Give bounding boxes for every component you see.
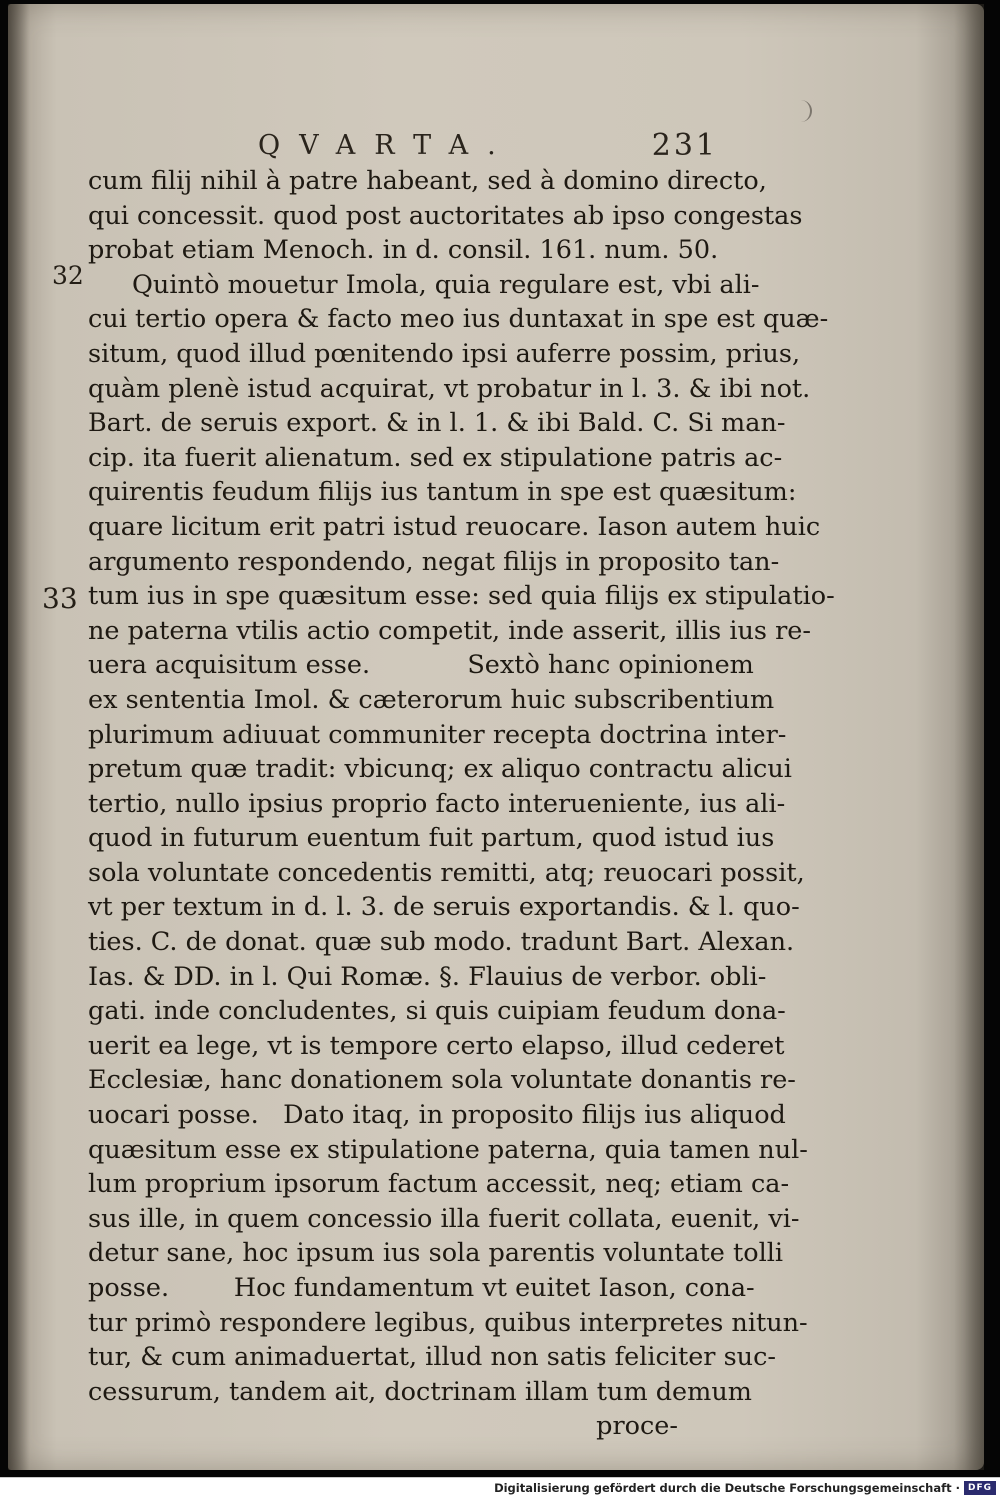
text-line: ties. C. de donat. quæ sub modo. tradunt Bart. Alexan. [88, 927, 795, 958]
text-line: posse. Hoc fundamentum vt euitet Iason, cona- [88, 1273, 755, 1303]
text-line: plurimum adiuuat communiter recepta doctrina inter- [88, 719, 787, 750]
text-line: quirentis feudum filijs ius tantum in spe est quæsitum: [88, 477, 797, 508]
text-line: tur primò respondere legibus, quibus interpretes nitun- [88, 1307, 808, 1338]
text-line: ex sententia Imol. & cæterorum huic subscribentium [88, 684, 775, 715]
text-line: quare licitum erit patri istud reuocare. Iason autem huic [88, 511, 821, 542]
text-line: ne paterna vtilis actio competit, inde asserit, illis ius re- [88, 615, 812, 646]
text-line: lum proprium ipsorum factum accessit, neq; etiam ca- [88, 1169, 790, 1200]
text-line: quod in futurum euentum fuit partum, quod istud ius [88, 823, 775, 854]
text-line: argumento respondendo, negat filijs in proposito tan- [88, 546, 780, 577]
text-line: gati. inde concludentes, si quis cuipiam feudum dona- [88, 996, 786, 1027]
text-line: tertio, nullo ipsius proprio facto interueniente, ius ali- [88, 788, 786, 819]
text-line: cip. ita fuerit alienatum. sed ex stipulatione patris ac- [88, 442, 783, 473]
text-line: uerit ea lege, vt is tempore certo elapso, illud cederet [88, 1030, 785, 1061]
text-line: tur, & cum animaduertat, illud non satis feliciter suc- [88, 1342, 776, 1373]
text-line: pretum quæ tradit: vbicunq; ex aliquo contractu alicui [88, 754, 792, 785]
margin-number-32: 32 [52, 261, 84, 290]
pencil-mark-icon [798, 100, 812, 122]
text-line: quàm plenè istud acquirat, vt probatur in l. 3. & ibi not. [88, 373, 811, 404]
margin-number-33: 33 [42, 582, 78, 615]
text-line: situm, quod illud pœnitendo ipsi auferre possim, prius, [88, 338, 801, 369]
text-line: Ias. & DD. in l. Qui Romæ. §. Flauius de verbor. obli- [88, 961, 767, 992]
text-line: Bart. de seruis export. & in l. 1. & ibi Bald. C. Si man- [88, 408, 786, 439]
text-line: Quintò mouetur Imola, quia regulare est, vbi ali- [132, 269, 760, 300]
running-title: QVARTA. [258, 130, 515, 161]
text-line: detur sane, hoc ipsum ius sola parentis voluntate tolli [88, 1238, 784, 1269]
text-line: uera acquisitum esse. Sextò hanc opinionem [88, 650, 754, 681]
book-page [8, 4, 984, 1470]
text-line: Ecclesiæ, hanc donationem sola voluntate donantis re- [88, 1065, 796, 1096]
text-line: sus ille, in quem concessio illa fuerit collata, euenit, vi- [88, 1203, 800, 1234]
text-line: cum filij nihil à patre habeant, sed à domino directo, [88, 166, 767, 196]
text-line: quæsitum esse ex stipulatione paterna, quia tamen nul- [88, 1134, 808, 1165]
funding-credit: Digitalisierung gefördert durch die Deutsche Forschungsgemeinschaft · [494, 1481, 960, 1495]
page-number: 231 [651, 128, 718, 163]
catchword: proce- [596, 1411, 678, 1442]
dfg-logo-icon: DFG [964, 1481, 996, 1495]
text-line: cessurum, tandem ait, doctrinam illam tum demum [88, 1376, 752, 1407]
page-edge-shadow [954, 4, 984, 1470]
body-text [88, 164, 835, 1444]
text-line: sola voluntate concedentis remitti, atq; reuocari possit, [88, 857, 805, 888]
text-line: qui concessit. quod post auctoritates ab ipso congestas [88, 200, 803, 231]
text-line: uocari posse. Dato itaq, in proposito filijs ius aliquod [88, 1100, 786, 1131]
footer-bar [0, 1477, 1000, 1499]
text-line: probat etiam Menoch. in d. consil. 161. num. 50. [88, 235, 719, 266]
text-line: vt per textum in d. l. 3. de seruis exportandis. & l. quo- [88, 892, 800, 923]
text-line: tum ius in spe quæsitum esse: sed quia filijs ex stipulatio- [88, 581, 835, 612]
text-line: cui tertio opera & facto meo ius duntaxat in spe est quæ- [88, 304, 829, 335]
